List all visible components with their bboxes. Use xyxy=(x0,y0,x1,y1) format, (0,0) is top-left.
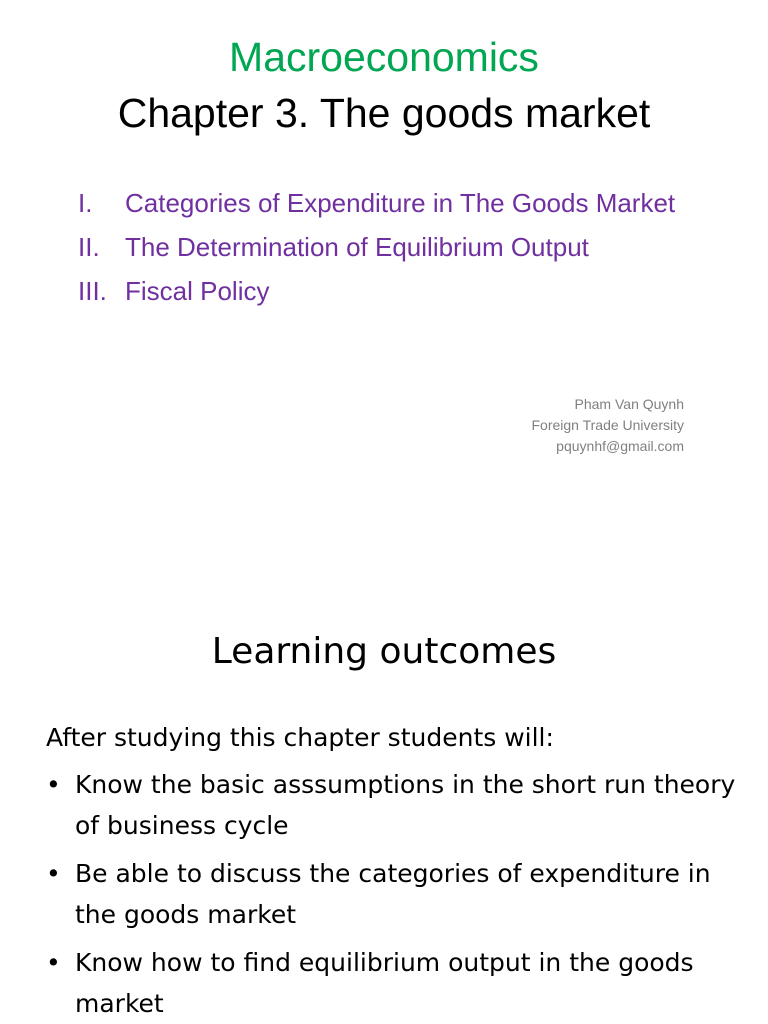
outline-item xyxy=(78,229,718,266)
author-institution: Foreign Trade University xyxy=(531,417,684,433)
outline-number: II. xyxy=(78,232,100,262)
outcome-item xyxy=(46,853,736,935)
outline-text: Categories of Expenditure in The Goods Market xyxy=(125,188,676,218)
author-email: pquynhf@gmail.com xyxy=(556,438,684,454)
bullet-icon: • xyxy=(46,770,61,799)
learning-outcomes-title: Learning outcomes xyxy=(211,631,557,672)
outcome-text: Know how to find equilibrium output in the goods market xyxy=(75,948,694,1018)
outcome-item xyxy=(46,764,736,846)
outcome-item xyxy=(46,942,736,1024)
bullet-icon: • xyxy=(46,948,61,977)
intro-text: After studying this chapter students will: xyxy=(46,723,554,752)
outline-text: Fiscal Policy xyxy=(125,276,270,306)
author-name: Pham Van Quynh xyxy=(574,396,684,412)
learning-outcomes-list xyxy=(46,764,736,1024)
outline-number: I. xyxy=(78,188,93,218)
slide-title: Macroeconomics xyxy=(229,34,539,80)
outcome-text: Know the basic asssumptions in the short run theory of business cycle xyxy=(75,770,736,840)
outline-text: The Determination of Equilibrium Output xyxy=(125,232,589,262)
outcome-text: Be able to discuss the categories of expenditure in the goods market xyxy=(75,859,711,929)
outline-number: III. xyxy=(78,276,107,306)
bullet-icon: • xyxy=(46,859,61,888)
chapter-title: Chapter 3. The goods market xyxy=(117,90,651,136)
outline-item xyxy=(78,273,718,310)
author-info xyxy=(531,394,684,457)
chapter-outline xyxy=(78,185,718,317)
outline-item xyxy=(78,185,718,222)
